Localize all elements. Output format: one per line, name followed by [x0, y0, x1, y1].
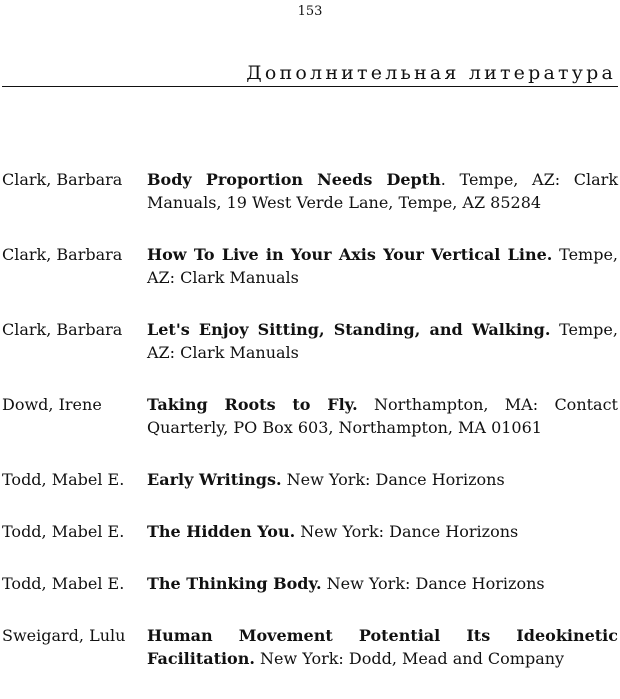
entry-reference: [147, 168, 618, 214]
entry-author: Todd, Mabel E.: [2, 470, 125, 489]
entry-reference: [147, 243, 618, 289]
entry-reference: [147, 572, 618, 595]
bibliography-entry: [0, 624, 620, 699]
entry-book-title: How To Live in Your Axis Your Vertical Line.: [147, 245, 553, 264]
entry-reference: [147, 468, 618, 491]
page-number: 153: [297, 4, 323, 19]
entry-author: Dowd, Irene: [2, 395, 102, 414]
bibliography-entry: [0, 393, 620, 468]
entry-details: Tempe, AZ: Clark Manuals: [147, 245, 619, 287]
bibliography-entry: [0, 318, 620, 393]
bibliography-entry: [0, 168, 620, 243]
entry-details: Tempe, AZ: Clark Manuals: [147, 320, 618, 362]
entry-book-title: Human Movement Potential Its Ideokinetic Facilitation.: [147, 626, 618, 668]
entry-author: Clark, Barbara: [2, 320, 123, 339]
bibliography-list: [0, 168, 620, 699]
entry-details: New York: Dance Horizons: [286, 470, 505, 489]
entry-details: Northampton, MA: Contact Quarterly, PO Box 603, Northampton, MA 01061: [147, 395, 618, 437]
entry-author: Clark, Barbara: [2, 170, 123, 189]
entry-reference: [147, 318, 618, 364]
bibliography-entry: [0, 468, 620, 520]
entry-book-title: Taking Roots to Fly.: [147, 395, 358, 414]
entry-separator: [358, 395, 374, 414]
entry-author: Clark, Barbara: [2, 245, 123, 264]
entry-details: New York: Dodd, Mead and Company: [260, 649, 565, 668]
page-title: Дополнительная литература: [246, 62, 616, 84]
entry-separator: .: [440, 170, 460, 189]
entry-separator: [550, 320, 559, 339]
title-divider: [2, 86, 618, 87]
entry-author: Todd, Mabel E.: [2, 574, 125, 593]
entry-reference: [147, 520, 618, 543]
entry-book-title: Early Writings.: [147, 470, 282, 489]
entry-book-title: Body Proportion Needs Depth: [147, 170, 441, 189]
entry-details: New York: Dance Horizons: [326, 574, 545, 593]
entry-author: Todd, Mabel E.: [2, 522, 125, 541]
entry-book-title: Let's Enjoy Sitting, Standing, and Walking.: [147, 320, 551, 339]
entry-author: Sweigard, Lulu: [2, 626, 126, 645]
bibliography-entry: [0, 243, 620, 318]
entry-details: Tempe, AZ: Clark Manuals, 19 West Verde Lane, Tempe, AZ 85284: [147, 170, 619, 212]
bibliography-entry: [0, 572, 620, 624]
entry-book-title: The Thinking Body.: [147, 574, 322, 593]
entry-reference: [147, 624, 618, 670]
bibliography-entry: [0, 520, 620, 572]
entry-book-title: The Hidden You.: [147, 522, 296, 541]
entry-details: New York: Dance Horizons: [300, 522, 519, 541]
entry-reference: [147, 393, 618, 439]
